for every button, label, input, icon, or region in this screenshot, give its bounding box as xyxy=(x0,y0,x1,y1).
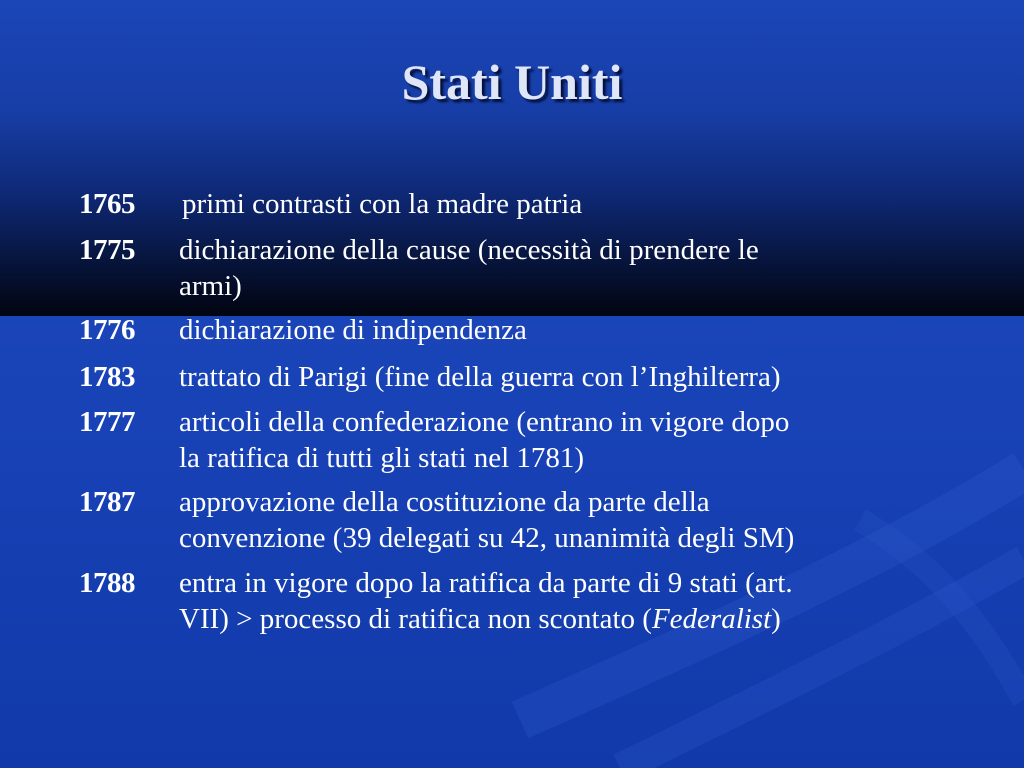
timeline-description: primi contrasti con la madre patria xyxy=(182,188,583,220)
timeline-year: 1775 xyxy=(79,234,135,266)
timeline-description-text: VII) > processo di ratifica non scontato ( xyxy=(179,603,652,635)
timeline-description xyxy=(179,565,959,637)
timeline-description-line: entra in vigore dopo la ratifica da parte di 9 stati (art. xyxy=(179,567,793,599)
timeline-description-line: la ratifica di tutti gli stati nel 1781) xyxy=(179,442,585,474)
timeline-year: 1765 xyxy=(79,188,135,220)
timeline-year: 1787 xyxy=(79,486,135,518)
timeline-year: 1777 xyxy=(79,406,135,438)
timeline-description: trattato di Parigi (fine della guerra con l’Inghilterra) xyxy=(179,361,781,393)
timeline-year: 1788 xyxy=(79,567,135,599)
timeline-description: dichiarazione di indipendenza xyxy=(179,314,527,346)
timeline-description xyxy=(179,484,959,556)
timeline-description xyxy=(179,232,959,304)
timeline-description-line: armi) xyxy=(179,270,242,302)
timeline-description xyxy=(179,404,959,476)
timeline-description-line: convenzione (39 delegati su 42, unanimità degli SM) xyxy=(179,522,795,554)
timeline-description-line: articoli della confederazione (entrano in vigore dopo xyxy=(179,406,790,438)
federalist-reference: Federalist xyxy=(651,603,772,635)
timeline-description-text: ) xyxy=(771,603,781,635)
timeline-description-line: dichiarazione della cause (necessità di prendere le xyxy=(179,234,759,266)
timeline-description-line xyxy=(179,601,959,637)
timeline-year: 1776 xyxy=(79,314,135,346)
timeline-description-line: approvazione della costituzione da parte della xyxy=(179,486,710,518)
slide-title: Stati Uniti xyxy=(401,54,623,110)
timeline-year: 1783 xyxy=(79,361,135,393)
